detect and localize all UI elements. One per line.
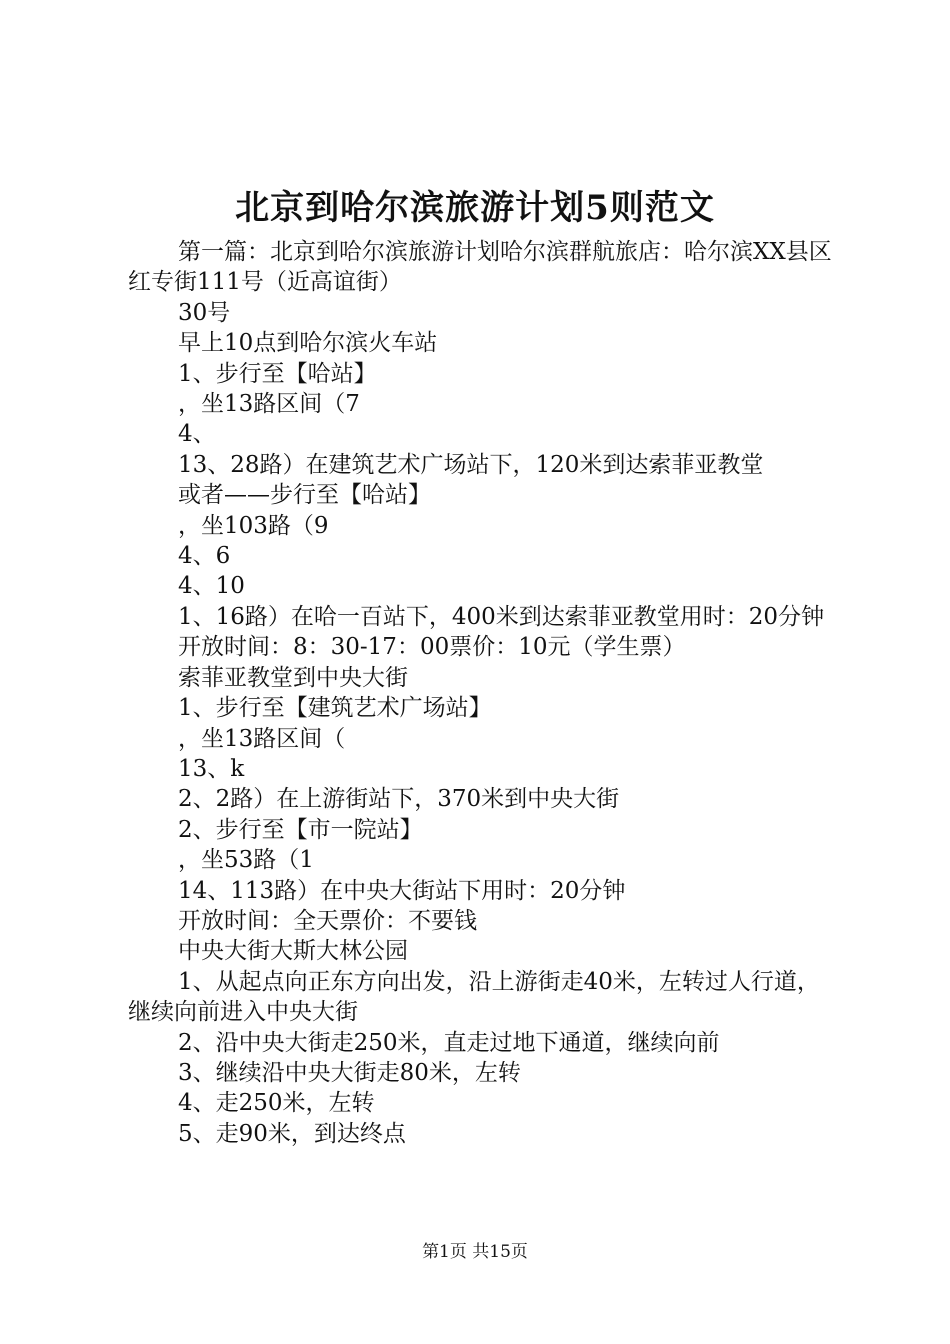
paragraph: 4、10: [178, 573, 245, 600]
paragraph: 早上10点到哈尔滨火车站: [178, 330, 438, 357]
document-title: 北京到哈尔滨旅游计划5则范文: [235, 188, 715, 228]
paragraph: 14、113路）在中央大街站下用时：20分钟: [178, 877, 626, 904]
paragraph: 4、6: [178, 543, 231, 570]
paragraph: ，坐103路（9: [178, 512, 329, 539]
paragraph: 或者——步行至【哈站】: [178, 482, 431, 509]
paragraph: 3、继续沿中央大街走80米，左转: [178, 1059, 521, 1086]
document-body: [128, 237, 834, 1149]
paragraph: 4、: [178, 421, 216, 448]
paragraph: 中央大街大斯大林公园: [178, 938, 408, 965]
paragraph: 1、步行至【建筑艺术广场站】: [178, 695, 492, 722]
paragraph: ，坐13路区间（: [178, 725, 346, 752]
paragraph: ，坐13路区间（7: [178, 391, 360, 418]
paragraph: 1、步行至【哈站】: [178, 360, 377, 387]
paragraph: 13、k: [178, 755, 245, 782]
paragraph: 索菲亚教堂到中央大街: [178, 664, 408, 691]
paragraph: 2、2路）在上游街站下，370米到中央大街: [178, 786, 620, 813]
paragraph: 1、16路）在哈一百站下，400米到达索菲亚教堂用时：20分钟: [178, 603, 825, 630]
paragraph: 开放时间：8：30-17：00票价：10元（学生票）: [178, 634, 686, 661]
paragraph: 30号: [178, 299, 231, 326]
paragraph: 第一篇：北京到哈尔滨旅游计划哈尔滨群航旅店：哈尔滨XX县区红专街111号（近高谊街）: [128, 239, 832, 296]
paragraph: 2、步行至【市一院站】: [178, 816, 423, 843]
page-footer: 第1页 共15页: [422, 1242, 528, 1262]
paragraph: ，坐53路（1: [178, 847, 314, 874]
paragraph: 2、沿中央大街走250米，直走过地下通道，继续向前: [178, 1029, 720, 1056]
paragraph: 4、走250米，左转: [178, 1090, 375, 1117]
paragraph: 1、从起点向正东方向出发，沿上游街走40米，左转过人行道，继续向前进入中央大街: [128, 968, 820, 1026]
paragraph: 开放时间：全天票价：不要钱: [178, 907, 477, 934]
paragraph: 13、28路）在建筑艺术广场站下，120米到达索菲亚教堂: [178, 451, 764, 478]
paragraph: 5、走90米，到达终点: [178, 1120, 406, 1147]
